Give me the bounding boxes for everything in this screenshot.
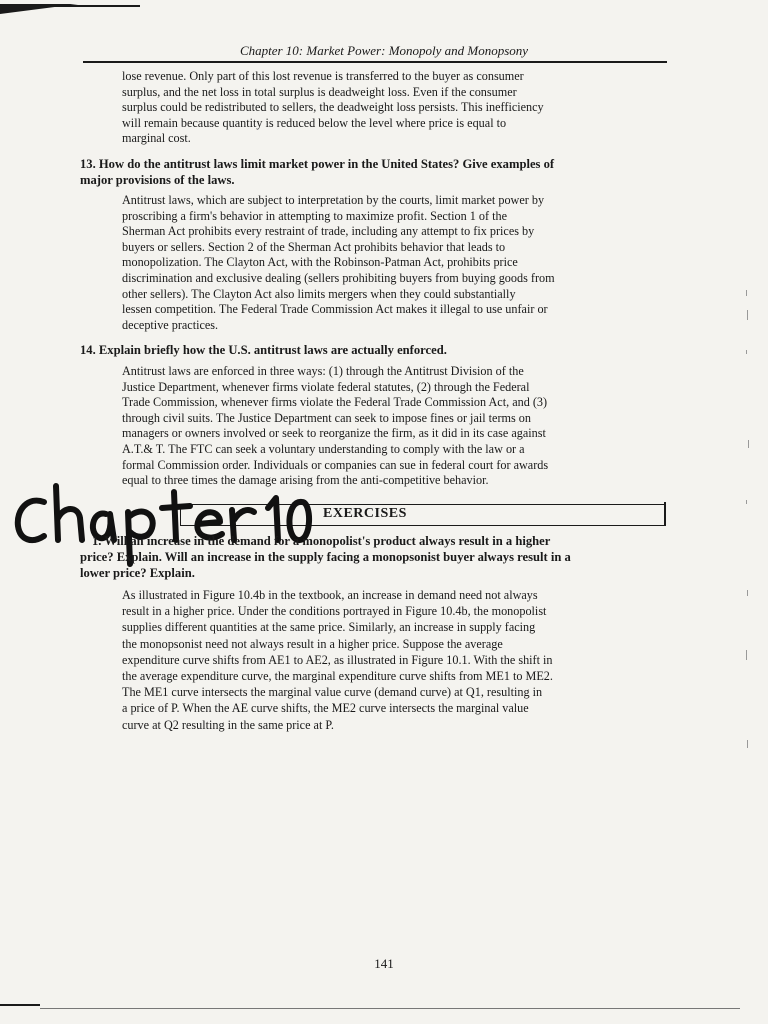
page-number: 141 <box>374 956 394 971</box>
corner-registration-line <box>0 5 140 7</box>
question-14: 14. Explain briefly how the U.S. antitrust laws are actually enforced. <box>80 343 447 357</box>
bottom-scan-edge <box>40 1008 740 1009</box>
answer-14: Antitrust laws are enforced in three ways: (1) through the Antitrust Division of the Justice Department, whenever firms violate federal statutes, (2) through the Federal Trade Commission, whenever firms violate the Federal Trade Commission Act, and (3) through civil suits. The Justice Department can seek to impose fines or jail terms on managers or owners involved or seek to reorganize the firm, as it did in its case against A.T.& T. The FTC can seek a voluntary understanding to comply with the law or a formal Commission order. Individuals or companies can sue in federal court for awards equal to three times the damage arising from the anti-competitive behavior. <box>122 364 549 488</box>
header-rule <box>83 61 667 63</box>
exercises-box-edge <box>664 502 666 526</box>
answer-13: Antitrust laws, which are subject to interpretation by the courts, limit market power by proscribing a firm's behavior in attempting to maximize profit. Section 1 of the Sherman Act prohibits every restraint of trade, including any attempt to fix prices by buyers or sellers. Section 2 of the Sherman Act prohibits behavior that leads to monopolization. The Clayton Act, with the Robinson-Patman Act, prohibits price discrimination and exclusive dealing (sellers prohibiting buyers from buying goods from other sellers). The Clayton Act also limits mergers when they could substantially lessen competition. The Federal Trade Commission Act makes it illegal to use unfair or deceptive practices. <box>122 193 555 332</box>
exercise-1-answer: As illustrated in Figure 10.4b in the textbook, an increase in demand need not always result in a higher price. Under the conditions portrayed in Figure 10.4b, the monopolist supplies different quantities at the same price. Similarly, an increase in supply facing the monopsonist need not always result in a higher price. Suppose the average expenditure curve shifts from AE1 to AE2, as illustrated in Figure 10.1. With the shift in the average expenditure curve, the marginal expenditure curve shifts from ME1 to ME2. The ME1 curve intersects the marginal value curve (demand curve) at Q1, resulting in a price of P. When the AE curve shifts, the ME2 curve intersects the marginal value curve at Q2 resulting in the same price at P. <box>122 588 553 732</box>
exercise-1-question: 1. Will an increase in the demand for a monopolist's product always result in a higher price? Explain. Will an increase in the supply facing a monopsonist buyer always result in a lower price? Explain. <box>80 534 571 581</box>
question-13: 13. How do the antitrust laws limit market power in the United States? Give examples of major provisions of the laws. <box>80 157 555 188</box>
intro-paragraph: lose revenue. Only part of this lost revenue is transferred to the buyer as consumer surplus, and the net loss in total surplus is deadweight loss. Even if the consumer surplus could be redistributed to sellers, the deadweight loss persists. This inefficiency will remain because quantity is reduced below the level where price is equal to marginal cost. <box>122 69 544 146</box>
bottom-registration-mark <box>0 1004 40 1006</box>
exercises-heading: EXERCISES <box>323 506 407 521</box>
running-head: Chapter 10: Market Power: Monopoly and Monopsony <box>239 43 529 58</box>
margin-scan-specks <box>742 290 752 770</box>
